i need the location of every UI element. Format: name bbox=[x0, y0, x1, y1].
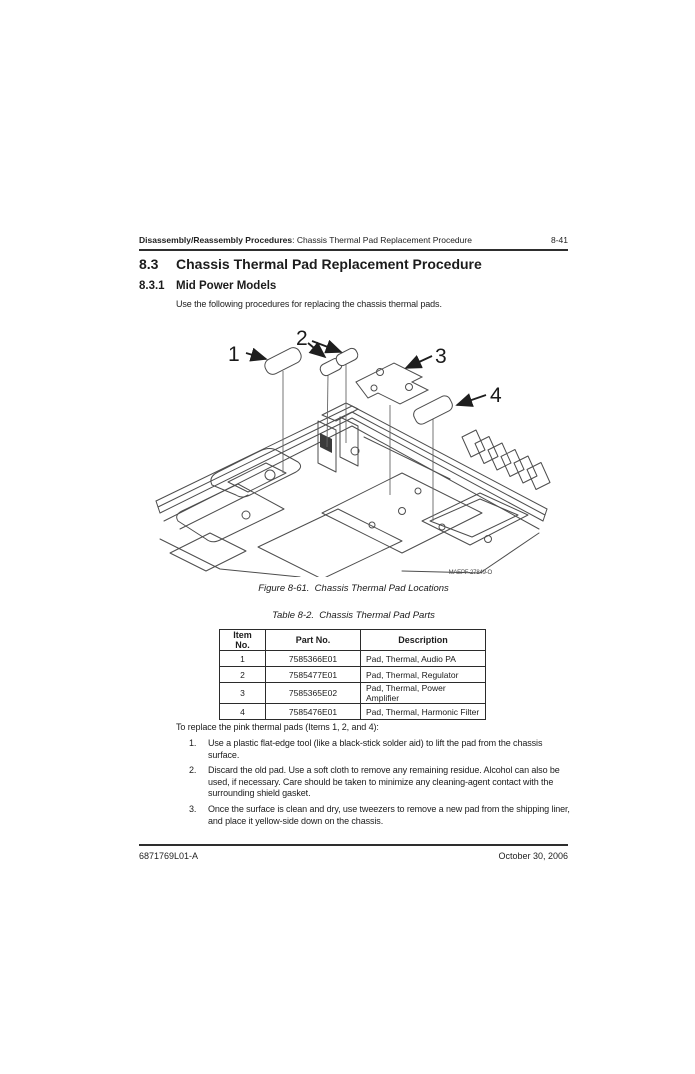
footer-part-number: 6871769L01-A bbox=[139, 851, 199, 861]
callout-1-label: 1 bbox=[228, 343, 240, 366]
cell-item-no: 4 bbox=[220, 704, 266, 720]
header-title-bold: Disassembly/Reassembly Procedures bbox=[139, 235, 293, 245]
callout-4-label: 4 bbox=[490, 384, 502, 407]
procedure-lead: To replace the pink thermal pads (Items 1, 2, and 4): bbox=[176, 722, 379, 732]
page-number: 8-41 bbox=[550, 235, 568, 245]
cell-description: Pad, Thermal, Harmonic Filter bbox=[361, 704, 486, 720]
col-header-description: Description bbox=[361, 630, 486, 651]
step-line: surface. bbox=[208, 749, 240, 760]
thermal-pad-3 bbox=[356, 363, 428, 404]
cell-part-no: 7585476E01 bbox=[266, 704, 361, 720]
figure-chassis-drawing bbox=[150, 325, 570, 577]
step-text bbox=[208, 738, 542, 761]
table-caption: Table 8-2. Chassis Thermal Pad Parts bbox=[272, 610, 435, 621]
cell-part-no: 7585477E01 bbox=[266, 667, 361, 683]
cell-description: Pad, Thermal, Power Amplifier bbox=[361, 683, 486, 704]
step-text bbox=[208, 765, 560, 800]
subsection-title: Mid Power Models bbox=[176, 280, 277, 292]
thermal-pad-2b bbox=[334, 347, 359, 368]
table-header-row bbox=[220, 630, 486, 651]
subsection-number: 8.3.1 bbox=[139, 280, 165, 292]
page-footer bbox=[139, 851, 568, 861]
intro-paragraph: Use the following procedures for replacing the chassis thermal pads. bbox=[176, 299, 442, 309]
cell-item-no: 1 bbox=[220, 651, 266, 667]
step-number: 1. bbox=[189, 738, 197, 748]
header-rule bbox=[139, 249, 568, 251]
cell-description: Pad, Thermal, Regulator bbox=[361, 667, 486, 683]
callout-2-label: 2 bbox=[296, 327, 308, 350]
page-header bbox=[139, 235, 568, 245]
step-text bbox=[208, 804, 570, 827]
step-line: Discard the old pad. Use a soft cloth to remove any remaining residue. Alcohol can also be bbox=[208, 765, 560, 776]
footer-date: October 30, 2006 bbox=[498, 851, 568, 861]
callout-3-label: 3 bbox=[435, 345, 447, 368]
col-header-item-no: Item No. bbox=[220, 630, 266, 651]
step-number: 2. bbox=[189, 765, 197, 776]
step-line: used, if necessary. Care should be taken to minimize any cleaning-agent contact with the bbox=[208, 776, 554, 787]
parts-table bbox=[219, 629, 486, 720]
cell-item-no: 2 bbox=[220, 667, 266, 683]
step-line: Once the surface is clean and dry, use tweezers to remove a new pad from the shipping liner, bbox=[208, 803, 570, 814]
step-line: surrounding shield gasket. bbox=[208, 788, 311, 799]
table-row bbox=[220, 683, 486, 704]
chassis-outline bbox=[156, 403, 550, 577]
cell-description: Pad, Thermal, Audio PA bbox=[361, 651, 486, 667]
col-header-part-no: Part No. bbox=[266, 630, 361, 651]
footer-rule bbox=[139, 844, 568, 846]
procedure-step bbox=[189, 804, 574, 827]
table-row bbox=[220, 704, 486, 720]
section-heading bbox=[139, 256, 568, 272]
table-row bbox=[220, 651, 486, 667]
header-title-rest: : Chassis Thermal Pad Replacement Procedure bbox=[292, 235, 472, 245]
section-title: Chassis Thermal Pad Replacement Procedure bbox=[176, 256, 482, 272]
cell-part-no: 7585366E01 bbox=[266, 651, 361, 667]
figure-artifact-number: MAEPF-27849-O bbox=[448, 570, 492, 576]
step-number: 3. bbox=[189, 803, 197, 814]
section-number: 8.3 bbox=[139, 256, 159, 272]
thermal-pads bbox=[262, 345, 454, 426]
step-line: and place it yellow-side down on the chassis. bbox=[208, 815, 384, 826]
header-title bbox=[139, 235, 472, 245]
figure-caption: Figure 8-61. Chassis Thermal Pad Locations bbox=[258, 583, 449, 594]
subsection-heading bbox=[139, 280, 568, 292]
cell-part-no: 7585365E02 bbox=[266, 683, 361, 704]
procedure-steps bbox=[189, 738, 574, 827]
procedure-step bbox=[189, 738, 574, 761]
table-row bbox=[220, 667, 486, 683]
step-line: Use a plastic flat-edge tool (like a black-stick solder aid) to lift the pad from the chassis bbox=[208, 738, 543, 748]
cell-item-no: 3 bbox=[220, 683, 266, 704]
procedure-step bbox=[189, 765, 574, 800]
